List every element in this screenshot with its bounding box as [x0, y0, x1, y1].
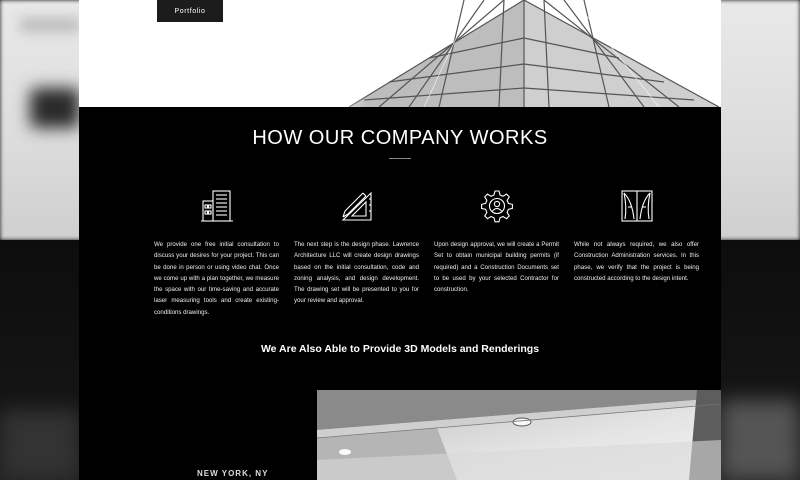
step-permits [434, 189, 559, 295]
backdrop-shape [720, 400, 800, 480]
backdrop-shape [30, 88, 80, 128]
title-divider [389, 158, 411, 159]
step-consultation [154, 189, 279, 318]
step-design [294, 189, 419, 307]
renderings-subheading: We Are Also Able to Provide 3D Models and Renderings [260, 343, 540, 355]
step-description: Upon design approval, we will create a Permit Set to obtain municipal building permits (if required) and a Construction Documents set to be used by your selected Contractor for construction. [434, 241, 559, 294]
step-description: While not always required, we also offer Construction Administration services. In this phase, we verify that the project is being constructed according to the design intent. [574, 241, 699, 282]
page-column [79, 0, 721, 480]
interior-rendering-image [317, 390, 721, 480]
portfolio-button[interactable]: Portfolio [157, 0, 223, 22]
location-label: NEW YORK, NY [197, 469, 269, 478]
backdrop-shape [0, 410, 80, 480]
backdrop-shape [20, 18, 80, 32]
step-description: We provide one free initial consultation to discuss your desires for your project. This can be done in person or using video chat. Once we come up with a plan together, we measure the space with our time-saving and accurate laser measuring tools and create existing-conditions drawings. [154, 241, 279, 316]
gear-icon [434, 189, 559, 225]
step-description: The next step is the design phase. Lawrence Architecture LLC will create design drawings based on the initial consultation, code and zoning analysis, and design development. The drawing set will be presented to you for your review and approval. [294, 241, 419, 305]
how-company-works-section [79, 107, 721, 480]
window-icon [574, 189, 699, 225]
section-title: HOW OUR COMPANY WORKS [252, 127, 548, 149]
building-icon [154, 189, 279, 225]
step-administration [574, 189, 699, 284]
drafting-tools-icon [294, 189, 419, 225]
hero-section [79, 0, 721, 107]
